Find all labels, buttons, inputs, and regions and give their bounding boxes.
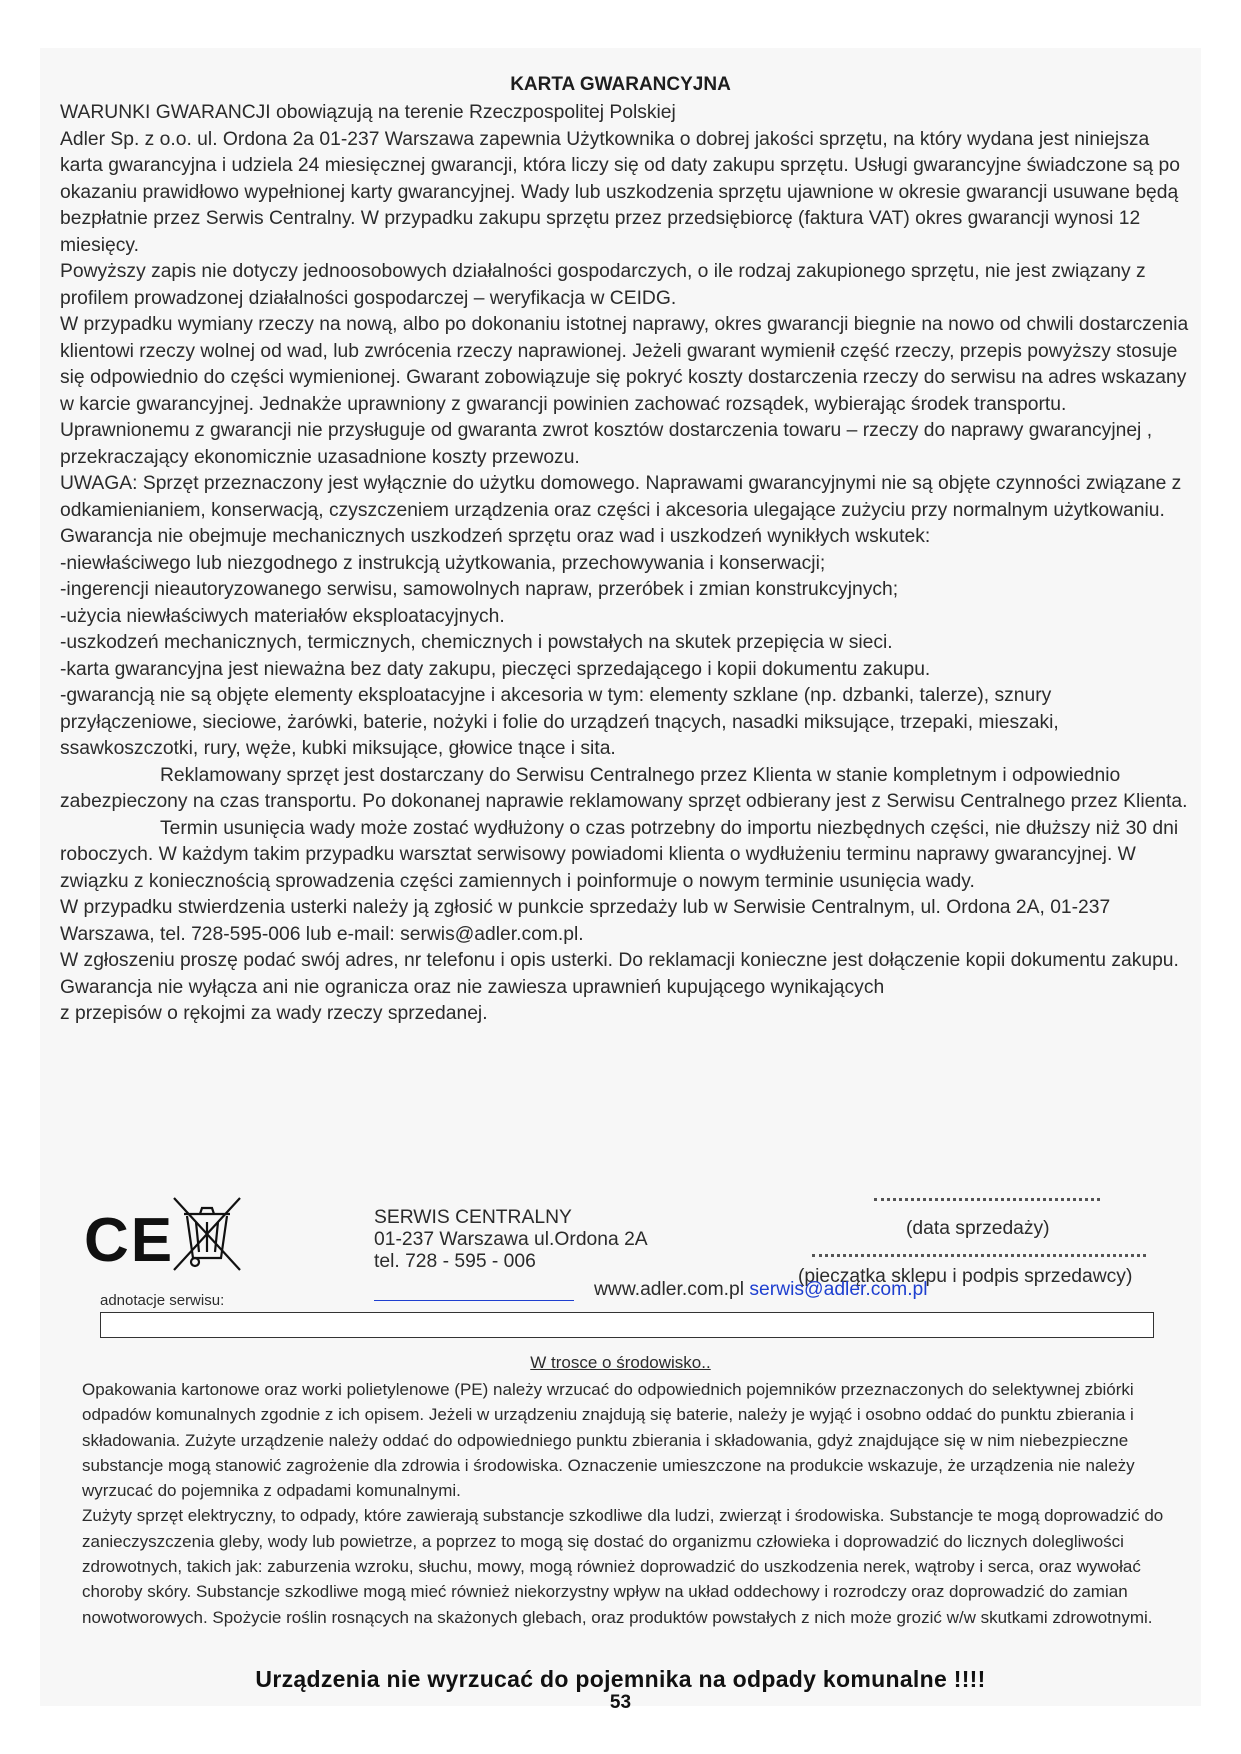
sale-date-dotted-line bbox=[874, 1198, 1100, 1201]
email-link[interactable]: serwis@adler.com.pl bbox=[749, 1279, 928, 1300]
environment-paragraph: Zużyty sprzęt elektryczny, to odpady, które zawierają substancje szkodliwe dla ludzi, zwierząt i środowiska. Substancje te mogą doprowadzić do zanieczyszczenia gleby, wody lub powietrze, a poprzez to mogą się dostać do organizmu człowieka i doprowadzić do licznych dolegliwości zdrowotnych, takich jak: zaburzenia wzroku, słuchu, mowy, mogą również doprowadzić do uszkodzenia nerek, wątroby i serca, oraz wywołać choroby skóry. Substancje szkodliwe mogą mieć również niekorzystny wpływ na układ oddechowy i rozrodczy oraz doprowadzić do zamian nowotworowych. Spożycie roślin rosnących na skażonych glebach, oraz produktów powstałych z nich może grozić w/w skutkami zdrowotnymi. bbox=[82, 1506, 1164, 1627]
warranty-intro: Adler Sp. z o.o. ul. Ordona 2a 01-237 Warszawa zapewnia Użytkownika o dobrej jakości sprzętu, na który wydana jest niniejsza karta gwarancyjna i udziela 24 miesięcznej gwarancji, która liczy się od daty zakupu sprzętu. Usługi gwarancyjne świadczone są po okazaniu prawidłowo wypełnionej karty gwarancyjnej. Wady lub uszkodzenia sprzętu ujawnione w okresie gwarancji usuwane będą bezpłatnie przez Serwis Centralny. W przypadku zakupu sprzętu przez przedsiębiorcę (faktura VAT) okres gwarancji wynosi 12 miesięcy. bbox=[60, 128, 1180, 256]
disposal-warning: Urządzenia nie wyrzucać do pojemnika na odpady komunalne !!!! bbox=[255, 1666, 986, 1692]
warranty-replacement: W przypadku wymiany rzeczy na nową, albo po dokonaniu istotnej naprawy, okres gwarancji biegnie na nowo od chwili dostarczenia klientowi rzeczy wolnej od wad, lub zwrócenia rzeczy naprawionej. Jeżeli gwarant wymienił część rzeczy, przepis powyższy stosuje się odpowiednio do części wymienionej. Gwarant zobowiązuje się pokryć koszty dostarczenia rzeczy do serwisu na adres wskazany w karcie gwarancyjnej. Jednakże uprawniony z gwarancji powinien zachować rozsądek, wybierając środek transportu. Uprawnionemu z gwarancji nie przysługuje od gwaranta zwrot kosztów dostarczenia towaru – rzeczy do naprawy gwarancyjnej , przekraczający ekonomicznie uzasadnione koszty przewozu. bbox=[60, 314, 1189, 468]
warranty-territory: WARUNKI GWARANCJI obowiązują na terenie Rzeczpospolitej Polskiej bbox=[60, 102, 676, 123]
stamp-signature-label: (pieczątka sklepu i podpis sprzedawcy) bbox=[798, 1266, 1133, 1287]
service-name: SERWIS CENTRALNY bbox=[374, 1207, 572, 1228]
environment-heading: W trosce o środowisko.. bbox=[530, 1353, 711, 1372]
complaint-delivery: Reklamowany sprzęt jest dostarczany do Serwisu Centralnego przez Klienta w stanie kompletnym i odpowiednio zabezpieczony na czas transportu. Po dokonanej naprawie reklamowany sprzęt odbierany jest z Serwisu Centralnego przez Klienta. bbox=[60, 764, 1188, 812]
service-phone: tel. 728 - 595 - 006 bbox=[374, 1251, 536, 1272]
contact-links bbox=[594, 1279, 928, 1301]
service-center-info bbox=[374, 1207, 648, 1273]
warranty-terms bbox=[60, 100, 1190, 1028]
sale-date-label: (data sprzedaży) bbox=[906, 1218, 1050, 1239]
repair-deadline: Termin usunięcia wady może zostać wydłużony o czas potrzebny do importu niezbędnych części, nie dłuższy niż 30 dni roboczych. W każdym takim przypadku warsztat serwisowy powiadomi klienta o wydłużeniu terminu naprawy gwarancyjnej. W związku z koniecznością sprowadzenia części zamiennych i poinformuje o nowym terminie usunięcia wady. bbox=[60, 817, 1179, 892]
environment-paragraph: Opakowania kartonowe oraz worki polietylenowe (PE) należy wrzucać do odpowiednich pojemników przeznaczonych do selektywnej zbiórki odpadów komunalnych zgodnie z ich opisem. Jeżeli w urządzeniu znajdują się baterie, należy je wyjąć i osobno oddać do punktu zbierania i składowania. Zużyte urządzenie należy oddać do odpowiedniego punktu zbierania i składowania, gdyż znajdujące się w nim niebezpieczne substancje mogą stanowić zagrożenie dla zdrowia i środowiska. Oznaczenie umieszczone na produkcie wskazuje, że urządzenia nie należy wyrzucać do pojemnika z odpadami komunalnymi. bbox=[82, 1380, 1135, 1501]
consumer-rights-line1: Gwarancja nie wyłącza ani nie ogranicza oraz nie zawiesza uprawnień kupującego wynikających bbox=[60, 976, 885, 998]
exclusion-item: -karta gwarancyjna jest nieważna bez daty zakupu, pieczęci sprzedającego i kopii dokumentu zakupu. bbox=[60, 658, 931, 680]
service-notes-box bbox=[100, 1312, 1154, 1338]
service-address: 01-237 Warszawa ul.Ordona 2A bbox=[374, 1229, 648, 1250]
exclusion-item: -ingerencji nieautoryzowanego serwisu, samowolnych napraw, przeróbek i zmian konstrukcyjnych; bbox=[60, 579, 899, 600]
exclusion-item: -niewłaściwego lub niezgodnego z instrukcją użytkowania, przechowywania i konserwacji; bbox=[60, 552, 826, 574]
website-link[interactable]: www.adler.com.pl bbox=[594, 1279, 745, 1300]
service-notes-label: adnotacje serwisu: bbox=[100, 1292, 225, 1309]
consumer-rights-line2: z przepisów o rękojmi za wady rzeczy sprzedanej. bbox=[60, 1003, 488, 1024]
ce-mark-icon: CE bbox=[84, 1206, 175, 1275]
report-requirements: W zgłoszeniu proszę podać swój adres, nr telefonu i opis usterki. Do reklamacji konieczne jest dołączenie kopii dokumentu zakupu. bbox=[60, 950, 1179, 971]
exclusion-item: -użycia niewłaściwych materiałów eksploatacyjnych. bbox=[60, 605, 505, 627]
exclusion-item: -uszkodzeń mechanicznych, termicznych, chemicznych i powstałych na skutek przepięcia w sieci. bbox=[60, 632, 893, 653]
exclusion-item: -gwarancją nie są objęte elementy eksploatacyjne i akcesoria w tym: elementy szklane (np. dzbanki, talerze), sznury przyłączeniowe, sieciowe, żarówki, baterie, nożyki i folie do urządzeń tnących, nasadki miksujące, trzepaki, mieszaki, ssawkoszczotki, rury, węże, kubki miksujące, głowice tnące i sita. bbox=[60, 685, 1059, 759]
warranty-notice: UWAGA: Sprzęt przeznaczony jest wyłącznie do użytku domowego. Naprawami gwarancyjnymi nie są objęte czynności związane z odkamienianiem, konserwacją, czyszczeniem urządzenia oraz części i akcesoria ulegające zużyciu przy normalnym użytkowaniu. Gwarancja nie obejmuje mechanicznych uszkodzeń sprzętu oraz wad i uszkodzeń wynikłych wskutek: bbox=[60, 473, 1182, 547]
underline-divider bbox=[374, 1300, 574, 1301]
environment-section bbox=[82, 1377, 1192, 1630]
page-title: KARTA GWARANCYJNA bbox=[510, 74, 731, 95]
stamp-dotted-line bbox=[812, 1254, 1146, 1257]
crossed-out-wheelie-bin-icon bbox=[166, 1192, 248, 1274]
warranty-exception: Powyższy zapis nie dotyczy jednoosobowych działalności gospodarczych, o ile rodzaj zakupionego sprzętu, nie jest związany z profilem prowadzonej działalności gospodarczej – weryfikacja w CEIDG. bbox=[60, 261, 1146, 309]
page-number: 53 bbox=[609, 1692, 632, 1713]
defect-reporting: W przypadku stwierdzenia usterki należy ją zgłosić w punkcie sprzedaży lub w Serwisie Centralnym, ul. Ordona 2A, 01-237 Warszawa, tel. 728-595-006 lub e-mail: serwis@adler.com.pl. bbox=[60, 897, 1111, 945]
